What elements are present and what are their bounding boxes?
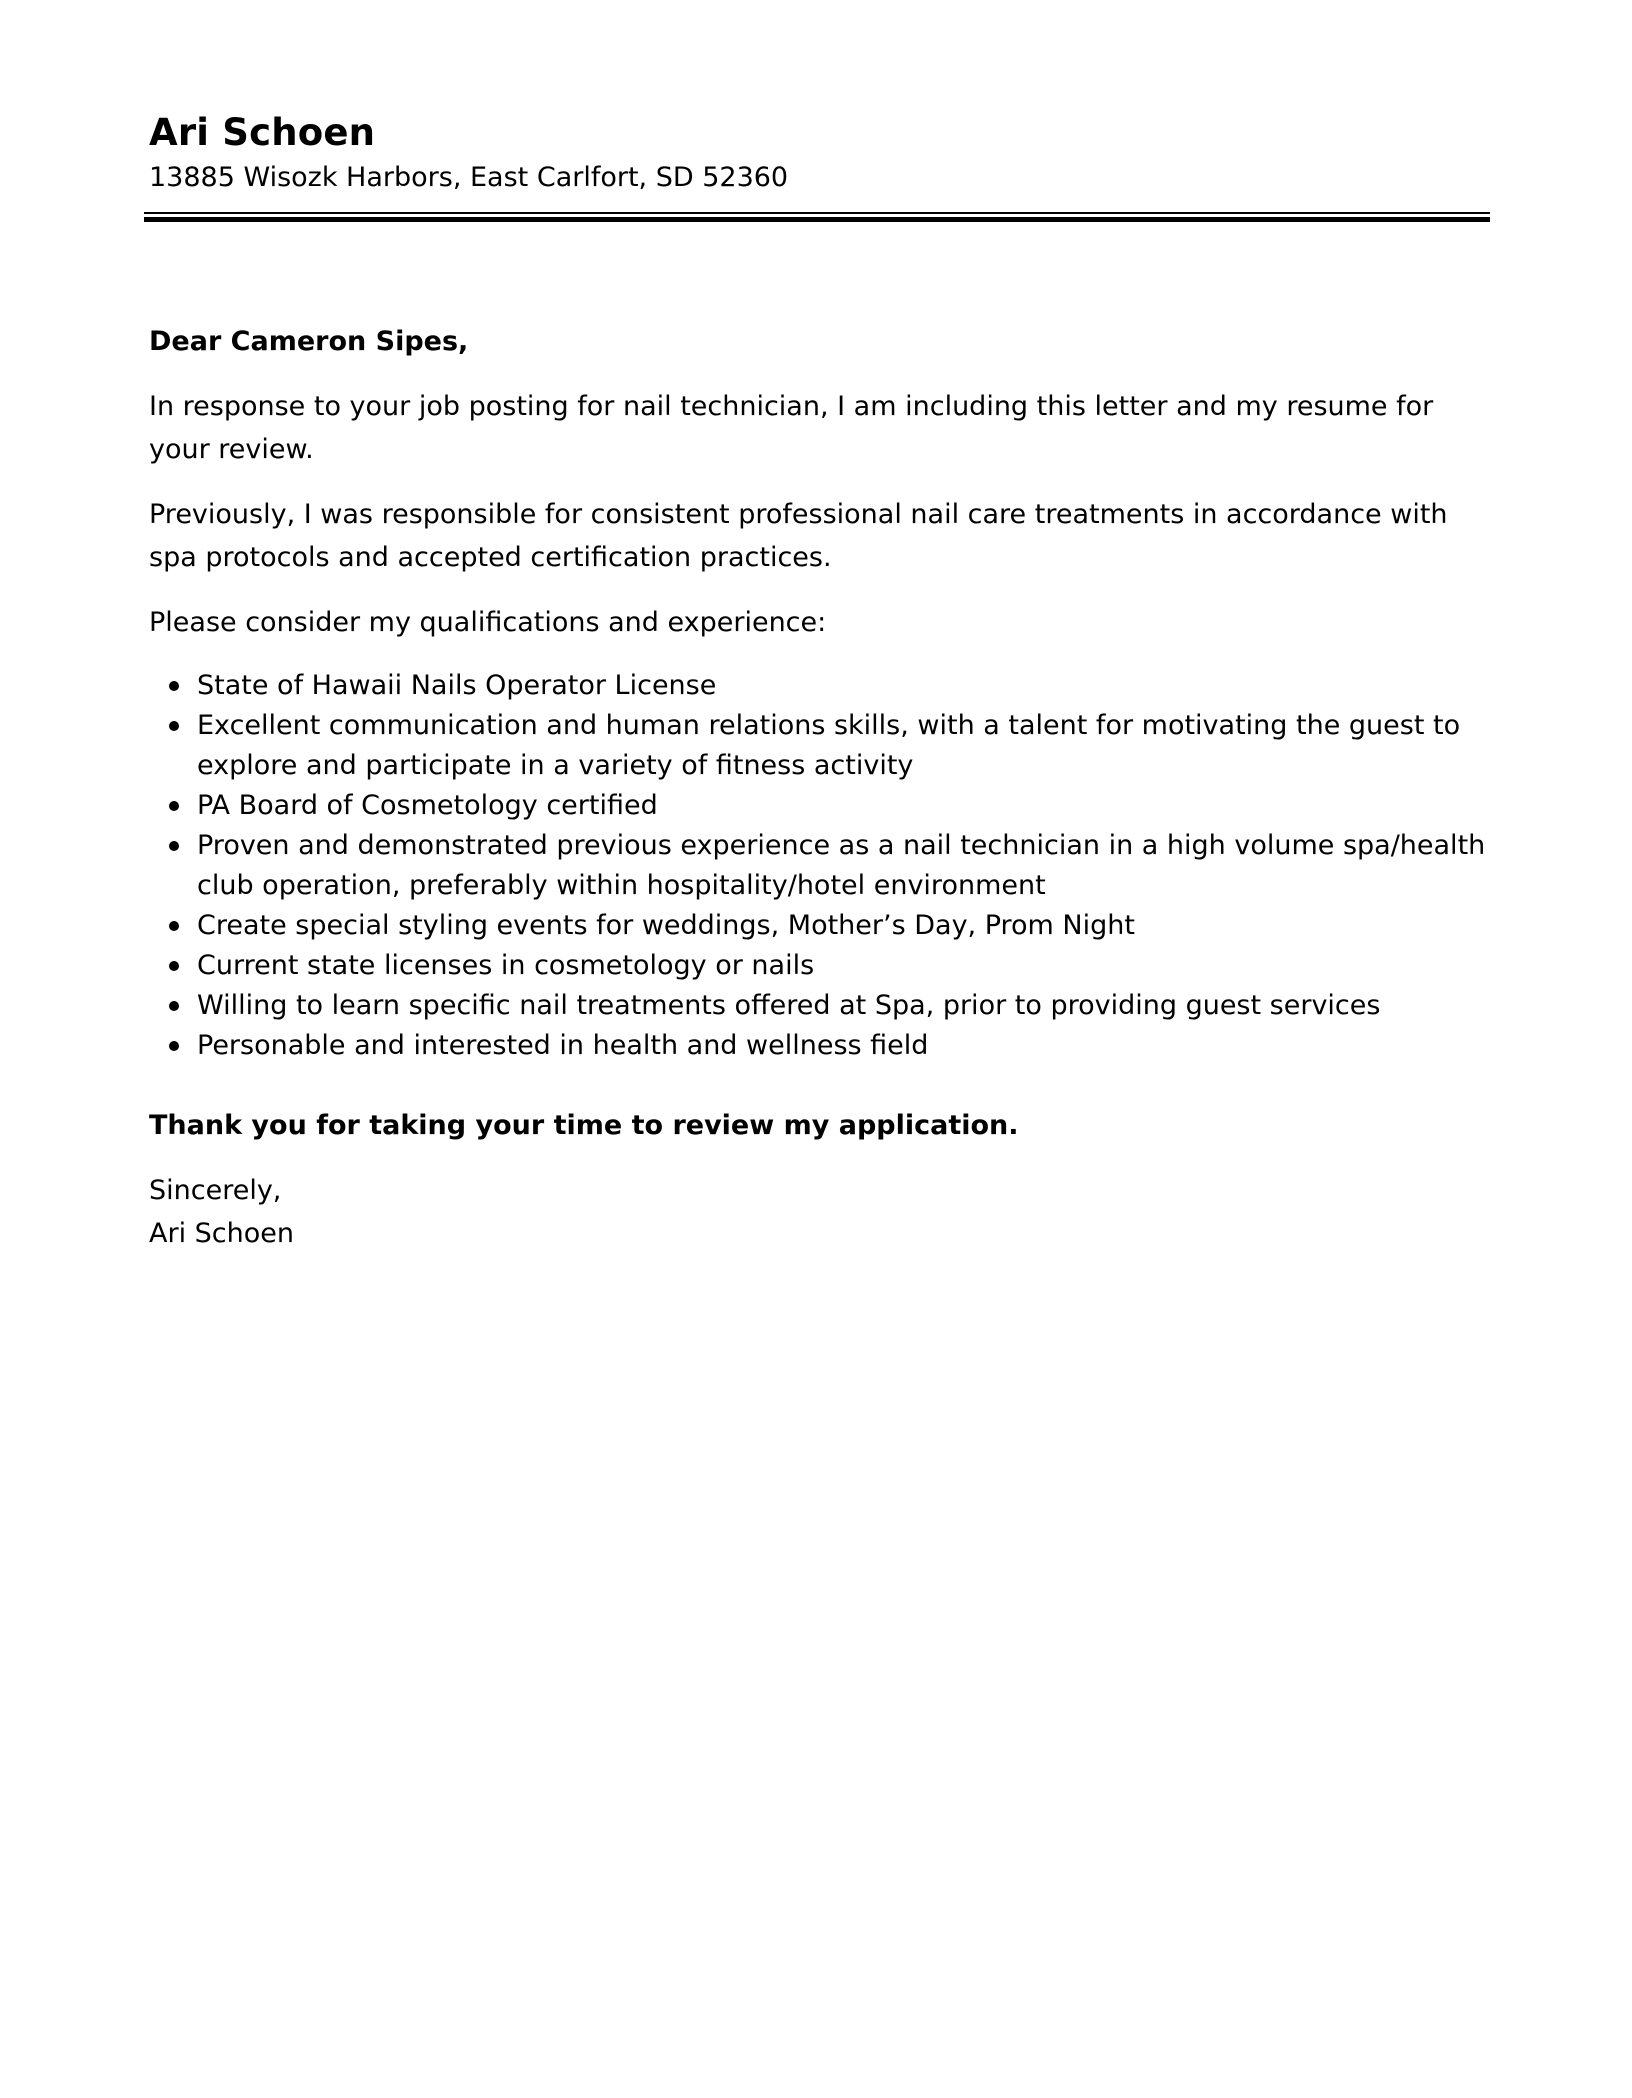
signature-name: Ari Schoen bbox=[149, 1218, 294, 1249]
list-item-text: Willing to learn specific nail treatments offered at Spa, prior to providing guest services bbox=[197, 990, 1381, 1021]
list-item-text: Create special styling events for weddings, Mother’s Day, Prom Night bbox=[197, 910, 1135, 941]
list-item bbox=[149, 786, 1489, 826]
list-item-text: Current state licenses in cosmetology or nails bbox=[197, 950, 815, 981]
letter-header bbox=[149, 108, 1489, 198]
sender-name: Ari Schoen bbox=[149, 111, 376, 154]
bullet-icon bbox=[169, 841, 179, 851]
bullet-icon bbox=[169, 801, 179, 811]
paragraph-experience: Previously, I was responsible for consistent professional nail care treatments in accordance with spa protocols and accepted certification practices. bbox=[149, 499, 1448, 573]
bullet-icon bbox=[169, 1001, 179, 1011]
paragraph-qualifications-intro: Please consider my qualifications and experience: bbox=[149, 607, 827, 638]
bullet-icon bbox=[169, 961, 179, 971]
list-item-text: State of Hawaii Nails Operator License bbox=[197, 670, 717, 701]
letter-body bbox=[149, 320, 1489, 1255]
list-item-text: Proven and demonstrated previous experience as a nail technician in a high volume spa/health club operation, preferably within hospitality/hotel environment bbox=[197, 830, 1486, 901]
list-item-text: PA Board of Cosmetology certified bbox=[197, 790, 658, 821]
list-item bbox=[149, 986, 1489, 1026]
list-item bbox=[149, 946, 1489, 986]
header-divider-thick-line bbox=[144, 217, 1490, 222]
signoff: Sincerely, bbox=[149, 1175, 282, 1206]
closing-statement: Thank you for taking your time to review my application. bbox=[149, 1110, 1019, 1141]
list-item bbox=[149, 706, 1489, 786]
bullet-icon bbox=[169, 1041, 179, 1051]
bullet-icon bbox=[169, 721, 179, 731]
salutation: Dear Cameron Sipes, bbox=[149, 326, 469, 357]
list-item-text: Personable and interested in health and wellness field bbox=[197, 1030, 929, 1061]
list-item bbox=[149, 1026, 1489, 1066]
paragraph-intro: In response to your job posting for nail technician, I am including this letter and my resume for your review. bbox=[149, 391, 1434, 465]
header-divider bbox=[144, 212, 1490, 222]
list-item bbox=[149, 666, 1489, 706]
list-item bbox=[149, 826, 1489, 906]
list-item-text: Excellent communication and human relations skills, with a talent for motivating the guest to explore and participate in a variety of fitness activity bbox=[197, 710, 1461, 781]
bullet-icon bbox=[169, 681, 179, 691]
list-item bbox=[149, 906, 1489, 946]
sender-address: 13885 Wisozk Harbors, East Carlfort, SD 52360 bbox=[149, 162, 789, 193]
qualifications-list bbox=[149, 666, 1489, 1066]
bullet-icon bbox=[169, 921, 179, 931]
